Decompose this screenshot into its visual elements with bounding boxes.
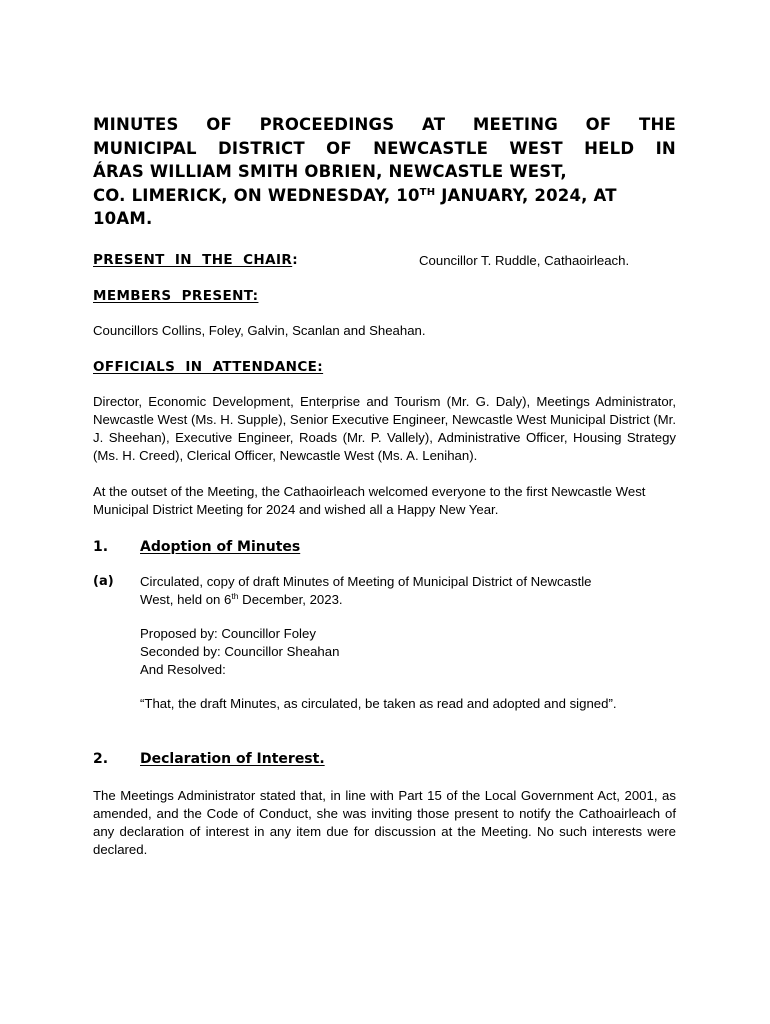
section-1-number: 1. — [93, 539, 109, 555]
title-word: WEST — [509, 138, 563, 158]
title-word: AT — [422, 115, 446, 134]
title-line-2 — [93, 137, 676, 161]
title-line-5: 10AM. — [93, 209, 153, 228]
and-resolved: And Resolved: — [140, 662, 226, 677]
title-word: OF — [326, 138, 352, 158]
title-word: MEETING — [472, 115, 558, 134]
title-word: IN — [655, 138, 676, 158]
item-a-text-line-1: Circulated, copy of draft Minutes of Meeting of Municipal District of Newcastle — [140, 574, 592, 589]
members-heading: MEMBERS PRESENT: — [93, 288, 259, 304]
title-line-4-start: CO. LIMERICK, ON WEDNESDAY, 10 — [93, 185, 420, 205]
title-line-3: ÁRAS WILLIAM SMITH OBRIEN, NEWCASTLE WEST, — [93, 162, 567, 181]
title-word: HELD — [584, 138, 635, 158]
outset-paragraph: At the outset of the Meeting, the Cathaoirleach welcomed everyone to the first Newcastle West Municipal District Meeting for 2024 and wished all a Happy New Year. — [93, 484, 646, 517]
item-a-text-line-2 — [140, 591, 343, 609]
seconded-by: Seconded by: Councillor Sheahan — [140, 644, 340, 659]
chair-heading: PRESENT IN THE CHAIR — [93, 252, 293, 268]
chair-heading-colon: : — [292, 252, 298, 268]
title-line-4 — [93, 184, 676, 208]
title-word: MINUTES — [93, 115, 179, 134]
item-a-text-line-2-start: West, held on 6 — [140, 592, 232, 607]
title-word: PROCEEDINGS — [259, 115, 395, 134]
section-2-title: Declaration of Interest. — [140, 751, 325, 767]
item-a-label: (a) — [93, 574, 114, 589]
item-a-text-line-2-end: December, 2023. — [238, 592, 343, 607]
title-word: DISTRICT — [218, 138, 305, 158]
resolution-text: “That, the draft Minutes, as circulated, be taken as read and adopted and signed”. — [140, 696, 617, 711]
title-word: OF — [206, 115, 232, 134]
section-2-number: 2. — [93, 751, 109, 767]
item-a-ordinal-suffix: th — [231, 591, 239, 601]
document-title — [93, 113, 676, 231]
members-text: Councillors Collins, Foley, Galvin, Scanlan and Sheahan. — [93, 323, 426, 338]
officials-heading: OFFICIALS IN ATTENDANCE: — [93, 359, 324, 375]
title-word: THE — [639, 115, 676, 134]
officials-heading-row — [93, 358, 323, 376]
chair-value: Councillor T. Ruddle, Cathaoirleach. — [419, 253, 630, 268]
officials-text: Director, Economic Development, Enterprise and Tourism (Mr. G. Daly), Meetings Administrator, Newcastle West (Ms. H. Supple), Senior Executive Engineer, Newcastle West Municipal District (Mr. J. Sheehan), Executive Engineer, Roads (Mr. P. Vallely), Administrative Officer, Housing Strategy (Ms. H. Creed), Clerical Officer, Newcastle West (Ms. A. Lenihan). — [93, 394, 676, 463]
title-word: OF — [585, 115, 612, 134]
title-word: MUNICIPAL — [93, 138, 197, 158]
section-2-text: The Meetings Administrator stated that, in line with Part 15 of the Local Government Act, 2001, as amended, and the Code of Conduct, she was inviting those present to notify the Cathoairleach of any declaration of interest in any item due for discussion at the Meeting. No such interests were declared. — [93, 788, 676, 857]
proposed-by: Proposed by: Councillor Foley — [140, 626, 316, 641]
chair-heading-row — [93, 251, 298, 269]
title-line-1 — [93, 113, 676, 137]
members-heading-row — [93, 287, 258, 305]
title-line-4-end: JANUARY, 2024, AT — [435, 185, 617, 205]
section-1-title: Adoption of Minutes — [140, 539, 301, 555]
title-word: NEWCASTLE — [373, 138, 489, 158]
title-ordinal-suffix: TH — [419, 186, 436, 198]
